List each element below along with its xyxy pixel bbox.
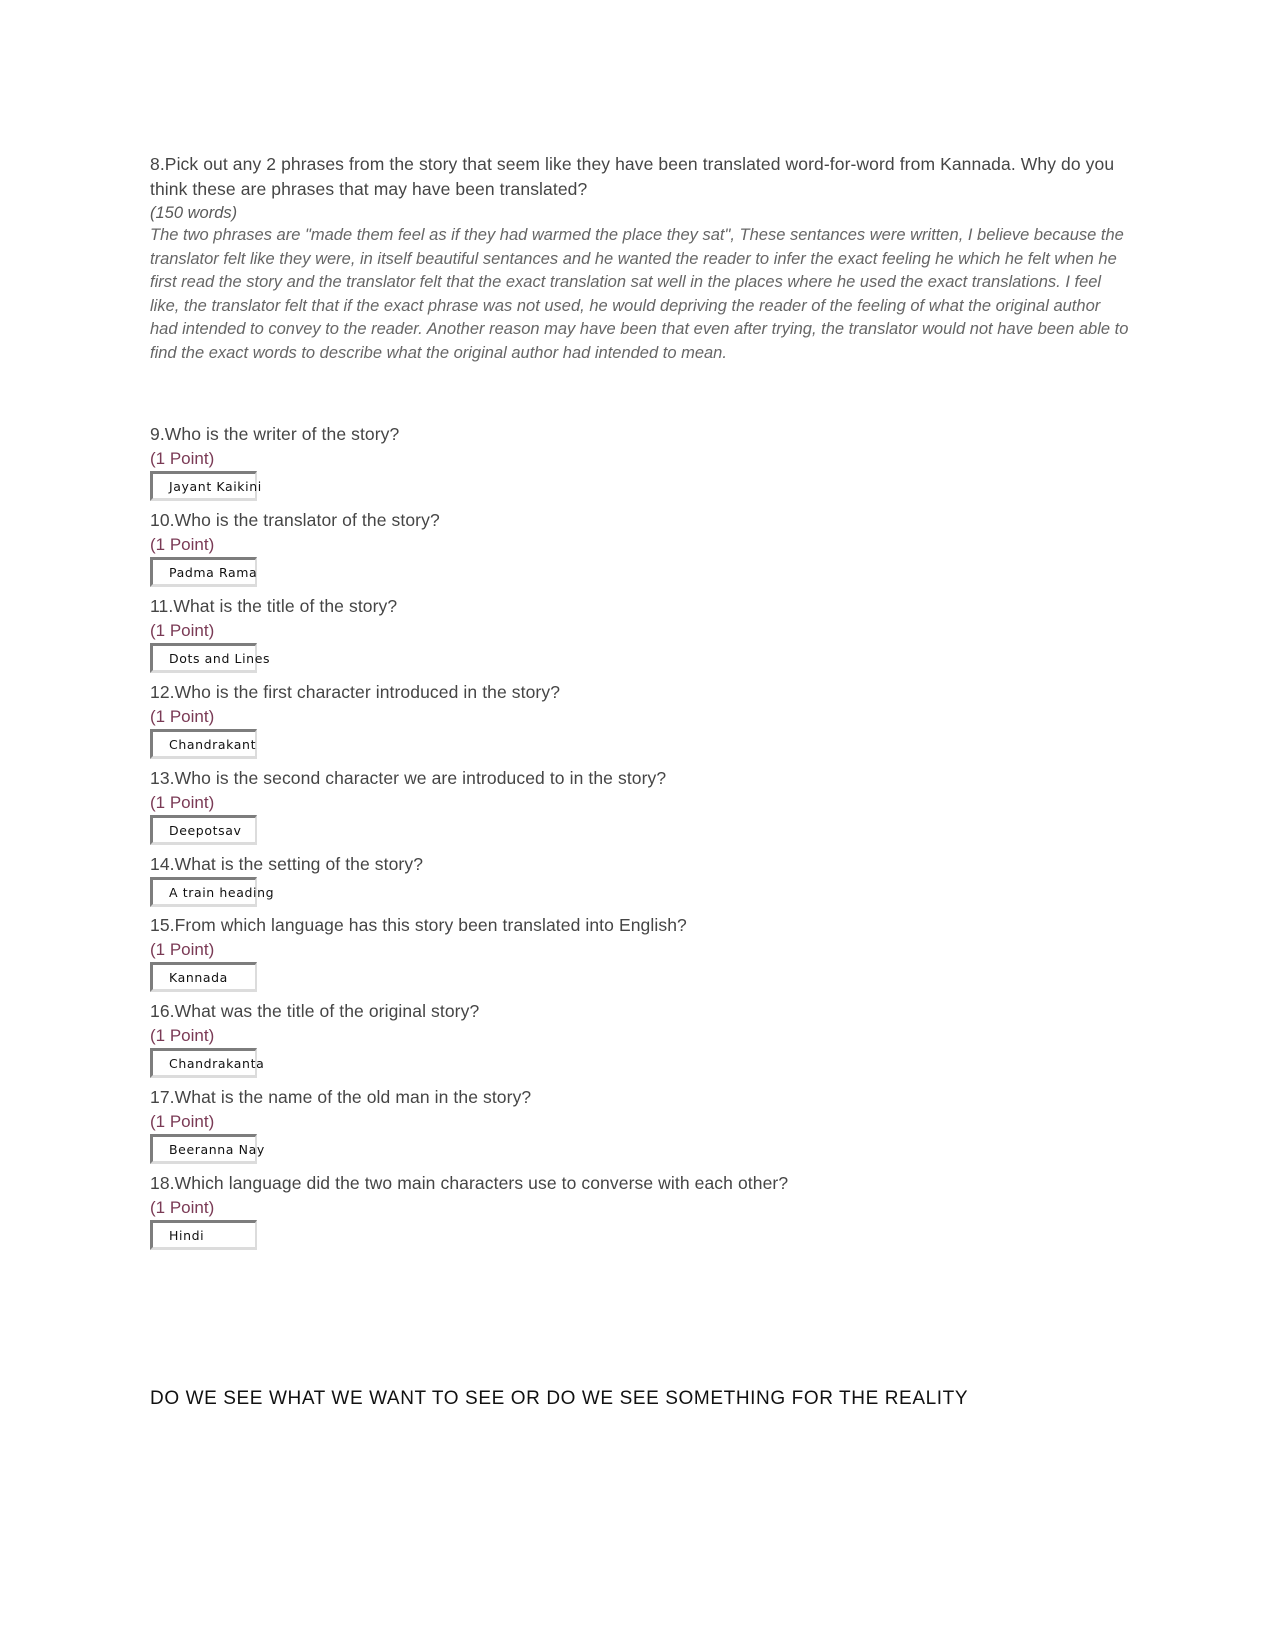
answer-field[interactable]: Kannada <box>150 962 257 992</box>
question-12 <box>150 680 1130 759</box>
points-label: (1 Point) <box>150 448 215 468</box>
question-title: 11.What is the title of the story? <box>150 595 398 616</box>
word-limit-note: (150 words) <box>150 204 238 222</box>
answer-field[interactable]: A train heading <box>150 877 257 907</box>
question-title: 13.Who is the second character we are introduced to in the story? <box>150 767 667 788</box>
answer-field[interactable]: Padma Rama <box>150 557 257 587</box>
answer-field[interactable]: Beeranna Nay <box>150 1134 257 1164</box>
question-10 <box>150 508 1130 587</box>
form-page <box>150 152 1130 1257</box>
question-title: 17.What is the name of the old man in the story? <box>150 1086 532 1107</box>
answer-field[interactable]: Deepotsav <box>150 815 257 845</box>
question-title: 15.From which language has this story been translated into English? <box>150 914 687 935</box>
points-label: (1 Point) <box>150 792 215 812</box>
points-label: (1 Point) <box>150 620 215 640</box>
points-label: (1 Point) <box>150 1111 215 1131</box>
answer-text: The two phrases are "made them feel as if they had warmed the place they sat", These sentances were written, I believe because the translator felt like they were, in itself beautiful sentances and he wanted the reader to infer the exact feeling he which he felt when he first read the story and the translator felt that the exact translation sat well in the places where he used the exact translations. I feel like, the translator felt that if the exact phrase was not used, he would depriving the reader of the feeling of what the original author had intended to convey to the reader. Another reason may have been that even after trying, the translator would not have been able to find the exact words to describe what the original author had intended to mean. <box>150 226 1129 362</box>
question-title: 9.Who is the writer of the story? <box>150 423 400 444</box>
points-label: (1 Point) <box>150 1197 215 1217</box>
question-15 <box>150 913 1130 992</box>
question-title: 16.What was the title of the original story? <box>150 1000 480 1021</box>
question-8 <box>150 152 1130 366</box>
question-9 <box>150 422 1130 501</box>
question-16 <box>150 999 1130 1078</box>
question-17 <box>150 1085 1130 1164</box>
question-13 <box>150 766 1130 845</box>
answer-field[interactable]: Hindi <box>150 1220 257 1250</box>
question-title: 18.Which language did the two main characters use to converse with each other? <box>150 1172 789 1193</box>
question-title: 8.Pick out any 2 phrases from the story that seem like they have been translated word-for-word from Kannada. Why do you think these are phrases that may have been translated? <box>150 154 1115 199</box>
question-title: 14.What is the setting of the story? <box>150 853 424 874</box>
answer-field[interactable]: Jayant Kaikini <box>150 471 257 501</box>
question-title: 10.Who is the translator of the story? <box>150 509 440 530</box>
question-11 <box>150 594 1130 673</box>
answer-field[interactable]: Chandrakanta <box>150 1048 257 1078</box>
question-title: 12.Who is the first character introduced in the story? <box>150 681 561 702</box>
points-label: (1 Point) <box>150 534 215 554</box>
question-14 <box>150 852 1130 907</box>
question-18 <box>150 1171 1130 1250</box>
points-label: (1 Point) <box>150 939 215 959</box>
section-heading: DO WE SEE WHAT WE WANT TO SEE OR DO WE SEE SOMETHING FOR THE REALITY <box>150 1388 969 1409</box>
answer-field[interactable]: Dots and Lines <box>150 643 257 673</box>
points-label: (1 Point) <box>150 706 215 726</box>
answer-field[interactable]: Chandrakant <box>150 729 257 759</box>
points-label: (1 Point) <box>150 1025 215 1045</box>
